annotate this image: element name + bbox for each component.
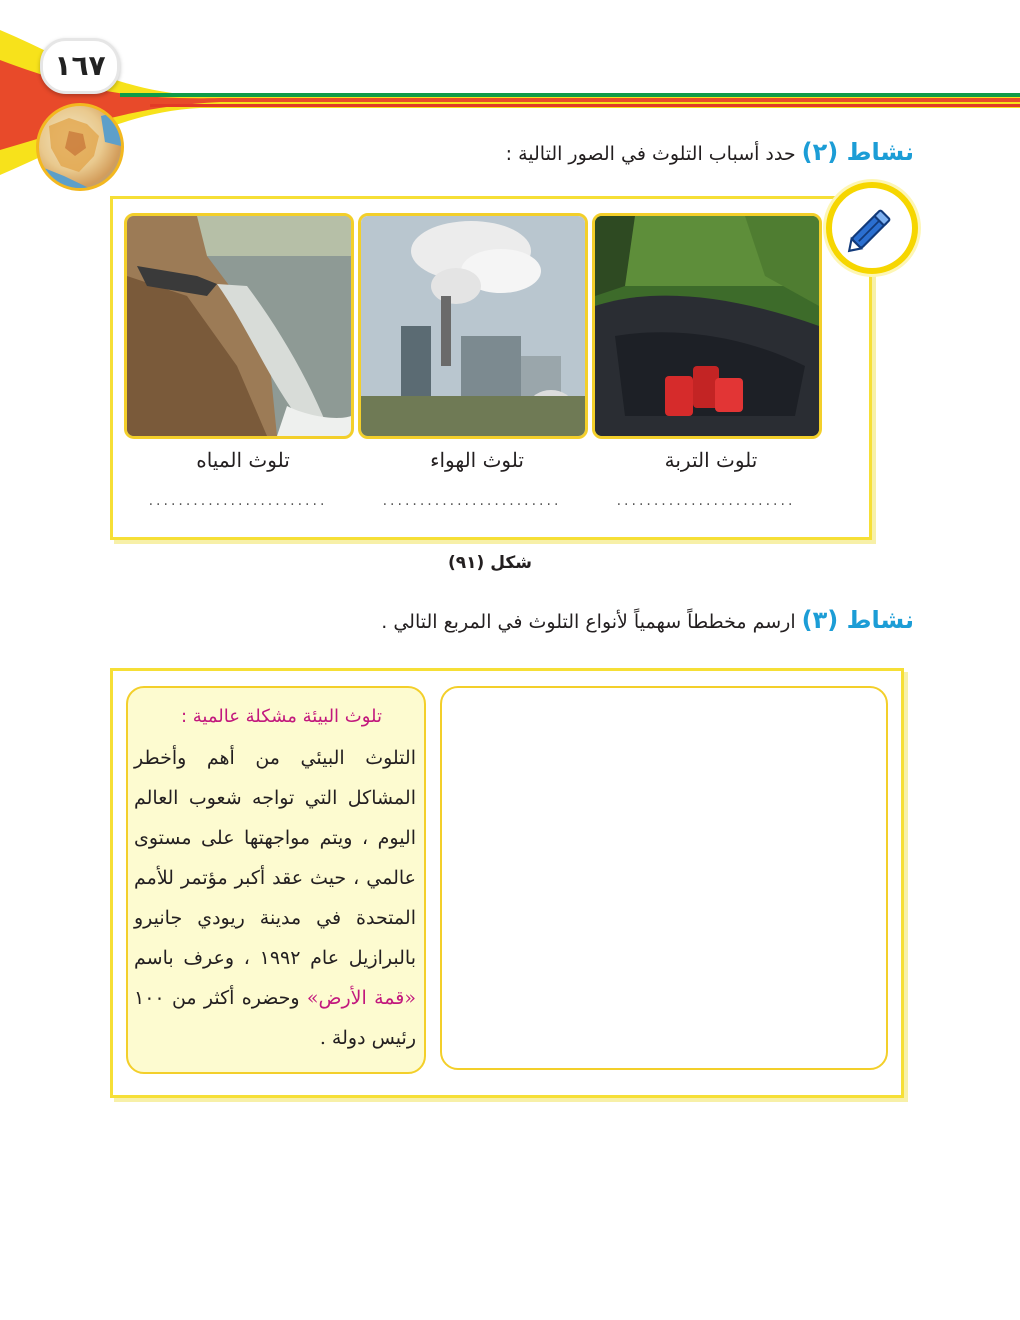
air-pollution-photo (358, 213, 588, 439)
info-text-after: وحضره أكثر من ١٠٠ رئيس دولة . (134, 987, 416, 1049)
soil-pollution-photo (592, 213, 822, 439)
map-thumbnail-icon (36, 103, 124, 191)
info-text-before: التلوث البيئي من أهم وأخطر المشاكل التي تواجه شعوب العالم اليوم ، ويتم مواجهتها على مستوى عالمي ، حيث عقد أكبر مؤتمر للأمم المتحدة في مدينة ريودي جانيرو بالبرازيل عام ١٩٩٢ ، وعرف باسم (134, 747, 416, 969)
activity3-heading (381, 606, 914, 634)
pencil-icon (826, 182, 918, 274)
caption-water-pollution: تلوث المياه (196, 448, 290, 472)
info-box (126, 686, 426, 1074)
earth-summit-highlight: «قمة الأرض» (306, 987, 416, 1009)
answer-line-soil[interactable]: ........................ (616, 493, 796, 509)
activity2-heading (506, 138, 914, 166)
figure-caption: شكل (٩١) (447, 553, 532, 573)
caption-soil-pollution: تلوث التربة (664, 448, 758, 472)
activity2-instruction: حدد أسباب التلوث في الصور التالية : (505, 143, 796, 165)
activity3-label: نشاط (٣) (801, 606, 914, 634)
info-box-body (134, 738, 416, 1058)
answer-line-water[interactable]: ........................ (148, 493, 328, 509)
activity3-instruction: ارسم مخططاً سهمياً لأنواع التلوث في المربع التالي . (381, 611, 796, 633)
page-number: ١٦٧ (40, 38, 120, 94)
info-box-title: تلوث البيئة مشكلة عالمية : (180, 706, 382, 727)
answer-line-air[interactable]: ........................ (382, 493, 562, 509)
caption-air-pollution: تلوث الهواء (430, 448, 524, 472)
water-pollution-photo (124, 213, 354, 439)
arrow-diagram-drawing-area[interactable] (440, 686, 888, 1070)
activity2-label: نشاط (٢) (801, 138, 914, 166)
header-band (0, 0, 1020, 200)
